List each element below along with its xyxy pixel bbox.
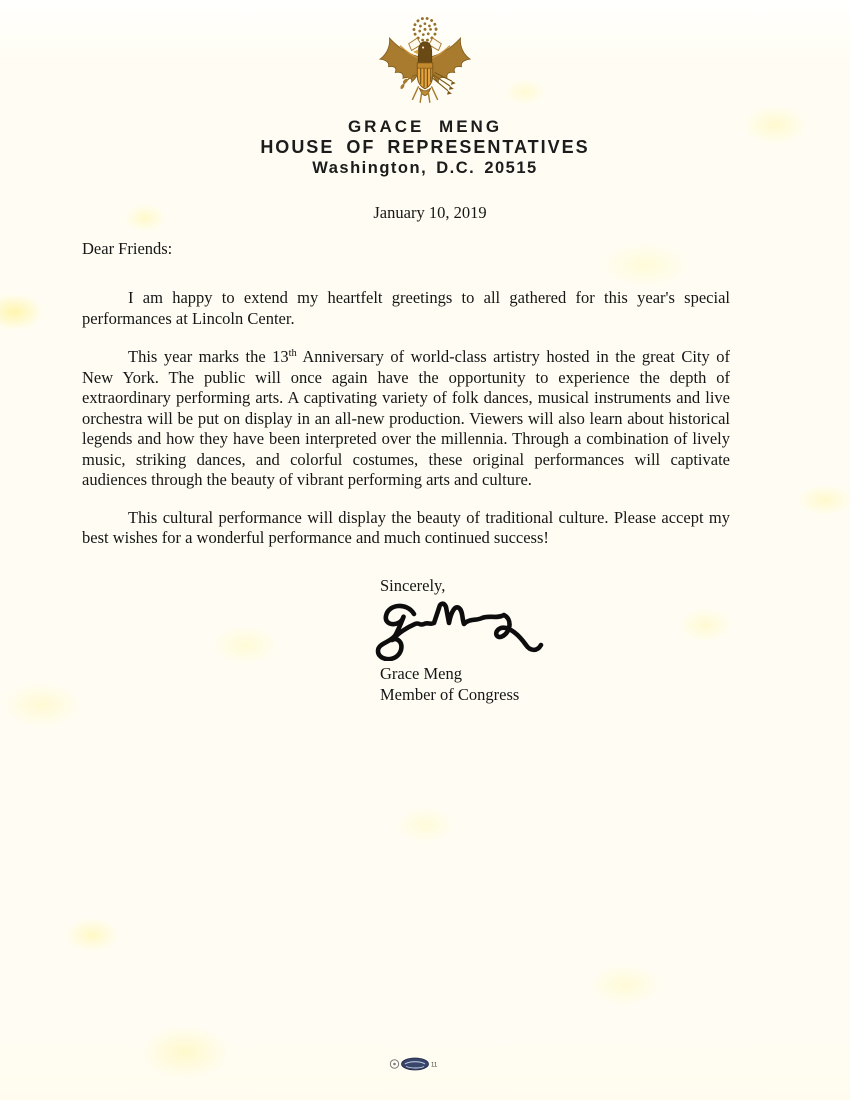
letterhead (0, 0, 850, 179)
signature-title: Member of Congress (380, 684, 520, 704)
congressional-eagle-seal-icon (377, 14, 473, 108)
union-bug-number: 11 (431, 1062, 438, 1069)
letterhead-name: GRACE MENG (347, 117, 503, 136)
closing-block (380, 575, 730, 705)
ordinal-superscript: th (288, 348, 297, 359)
salutation: Dear Friends: (82, 239, 173, 258)
letterhead-address: Washington, D.C. 20515 (312, 159, 538, 177)
letter-date: January 10, 2019 (373, 203, 487, 222)
signature-name: Grace Meng (380, 663, 463, 683)
union-printer-bug-icon (388, 1056, 444, 1072)
seal-star-glory (414, 18, 436, 40)
paragraph-wishes: This cultural performance will display the beauty of traditional culture. Please accept my best wishes for a wonderful performance and much continued success! (82, 507, 730, 547)
paragraph-anniversary-start: This year marks the 13 (128, 347, 289, 366)
paragraph-greeting: I am happy to extend my heartfelt greetings to all gathered for this year's special performances at Lincoln Center. (82, 288, 730, 328)
valediction: Sincerely, (380, 575, 446, 595)
paragraph-anniversary-rest: Anniversary of world-class artistry hosted in the great City of New York. The public will once again have the opportunity to experience the depth of extraordinary performing arts. A captivating variety of folk dances, musical instruments and live orchestra will be put on display in an all-new production. Viewers will also learn about historical legends and how they have been interpreted over the millennia. Through a combination of lively music, striking dances, and colorful costumes, these original performances will captivate audiences through the beauty of vibrant performing arts and culture. (82, 347, 730, 489)
letterhead-office: HOUSE OF REPRESENTATIVES (260, 137, 590, 157)
paragraph-anniversary (82, 347, 730, 491)
handwritten-signature (370, 597, 552, 661)
letter-body (82, 238, 730, 705)
